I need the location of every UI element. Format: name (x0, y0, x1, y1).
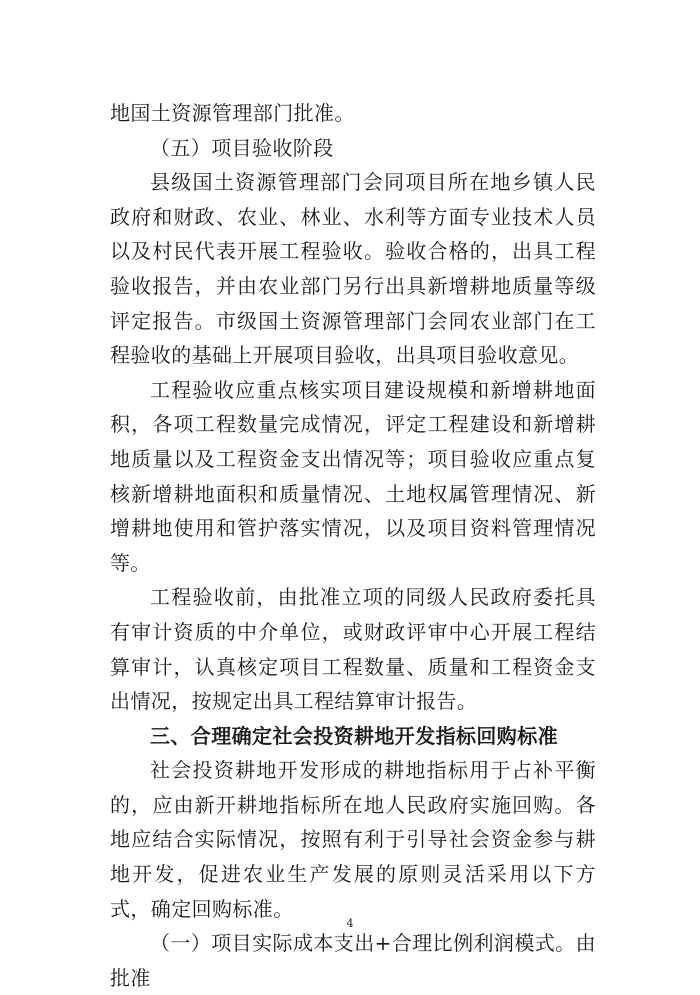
paragraph-truncated: （一）项目实际成本支出+合理比例利润模式。由批准 (110, 931, 596, 990)
paragraph: 县级国土资源管理部门会同项目所在地乡镇人民政府和财政、农业、林业、水利等方面专业技术人员以及村民代表开展工程验收。验收合格的，出具工程验收报告，并由农业部门另行出具新增耕地质量等级评定报告。市级国土资源管理部门会同农业部门在工程验收的基础上开展项目验收，出具项目验收意见。 (110, 170, 596, 368)
paragraph-continuation: 地国土资源管理部门批准。 (110, 101, 355, 125)
section-subheading: （五）项目验收阶段 (150, 135, 334, 160)
document-body (110, 96, 596, 995)
page-number: 4 (346, 917, 354, 930)
paragraph: 工程验收应重点核实项目建设规模和新增耕地面积，各项工程数量完成情况，评定工程建设和新增耕地质量以及工程资金支出情况等；项目验收应重点复核新增耕地面积和质量情况、土地权属管理情况、新增耕地使用和管护落实情况，以及项目资料管理情况等。 (110, 377, 596, 575)
section-heading: 三、合理确定社会投资耕地开发指标回购标准 (150, 723, 558, 748)
paragraph: 工程验收前，由批准立项的同级人民政府委托具有审计资质的中介单位，或财政评审中心开展工程结算审计，认真核定项目工程数量、质量和工程资金支出情况，按规定出具工程结算审计报告。 (110, 585, 596, 714)
paragraph: 社会投资耕地开发形成的耕地指标用于占补平衡的，应由新开耕地指标所在地人民政府实施回购。各地应结合实际情况，按照有利于引导社会资金参与耕地开发，促进农业生产发展的原则灵活采用以下方式，确定回购标准。 (110, 758, 596, 921)
